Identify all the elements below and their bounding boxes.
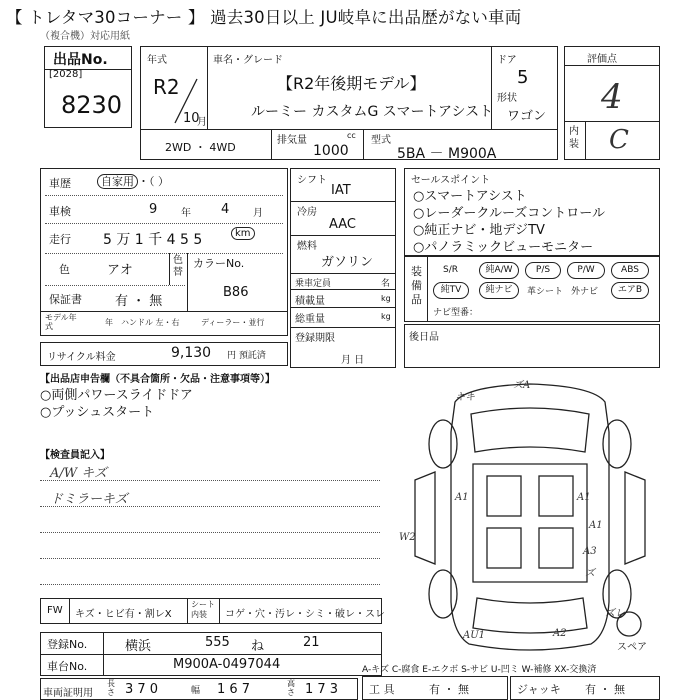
jack-box (510, 676, 660, 700)
mileage-unit: km (231, 227, 255, 240)
inspection-year-unit: 年 (181, 208, 191, 219)
recycle-label: リサイクル料金 (47, 352, 116, 363)
recycle-box (40, 342, 288, 366)
capacity-label: 乗車定員 (295, 279, 332, 289)
mark-rear-zure: ズレ (605, 608, 625, 619)
year-era: R2 (153, 75, 180, 99)
mark-rear-au1: AU1 (463, 630, 486, 641)
model-year-label: モデル年式 (45, 313, 77, 331)
mileage-label: 走行 (49, 233, 71, 246)
damage-legend: A-キズ C-腐食 E-エクボ S-サビ U-凹ミ W-補修 XX-交換済 (362, 665, 597, 675)
chassis-value: M900A-0497044 (173, 657, 281, 672)
color-value: アオ (107, 263, 133, 278)
interior-label: 内装 (569, 126, 579, 150)
cert-wid: 1 6 7 (217, 682, 251, 697)
sales-point-3: ○純正ナビ・地デジTV (413, 223, 545, 238)
drive-value: 2WD ・ 4WD (165, 141, 236, 154)
fw-text: キズ・ヒビ有・割レX (75, 609, 172, 620)
inspection-label: 車検 (49, 205, 71, 218)
equip-aw: 純A/W (479, 262, 519, 279)
equip-tv: 純TV (433, 282, 469, 299)
displacement-value: 1000 (313, 143, 349, 159)
aircon-value: AAC (329, 217, 356, 232)
history-rest: ・（ ） (138, 175, 169, 188)
recycle-value: 9,130 (171, 345, 212, 361)
registration-place: 横浜 (125, 639, 152, 654)
shift-label: シフト (297, 175, 327, 186)
equip-sr: S/R (443, 265, 458, 275)
seat-label: シート内装 (191, 600, 215, 619)
fuel-label: 燃料 (297, 241, 317, 252)
year-month-unit: 月 (197, 117, 207, 128)
mileage-value: 5 万 1 千 4 5 5 (103, 232, 203, 248)
inspector-note-2: ドミラーキズ (50, 492, 128, 507)
score-box (564, 46, 660, 160)
registration-number: 21 (303, 635, 320, 650)
mark-front: ズA (513, 380, 531, 391)
sales-point-1: ○スマートアシスト (413, 189, 527, 204)
colorno-label: カラーNo. (193, 257, 245, 270)
cert-label: 車両証明用 (43, 688, 93, 699)
shape-label: 形状 (497, 93, 517, 104)
registration-box (40, 632, 382, 676)
tools-label: 工 具 (369, 683, 395, 696)
chassis-label: 車台No. (47, 660, 88, 673)
year-label: 年式 (147, 55, 167, 66)
top-info-block (140, 46, 558, 160)
later-items-box (404, 324, 660, 368)
capacity-unit: 名 (381, 279, 391, 289)
lot-label: 出品No. (53, 52, 108, 68)
inspection-month: 4 (221, 202, 230, 217)
equip-ps: P/S (525, 262, 561, 279)
cert-hei: 1 7 3 (305, 682, 339, 697)
model-line1: 【R2年後期モデル】 (277, 74, 426, 93)
inspector-label: 【検査員記入】 (40, 450, 110, 461)
weight-label: 総重量 (295, 314, 325, 325)
declaration-item-1: ○両側パワースライドドア (40, 388, 193, 403)
fuel-value: ガソリン (321, 255, 374, 270)
spare-label: スペア (617, 642, 647, 653)
type-value: 5BA － M900A (397, 146, 497, 162)
declaration-label: 【出品店申告欄（不具合箇所・欠品・注意事項等）】 (40, 374, 275, 385)
load-label: 積載量 (295, 296, 325, 307)
equip-pw: P/W (567, 262, 605, 279)
sales-points-label: セールスポイント (411, 175, 491, 186)
history-value: 自家用 (97, 174, 138, 189)
cert-wid-label: 幅 (191, 686, 201, 696)
damage-code-strip (40, 598, 385, 624)
load-unit: kg (381, 294, 391, 303)
dealer-text: ディーラー・並行 (201, 318, 265, 327)
equip-abs: ABS (611, 262, 649, 279)
mark-right-zu: ズ (585, 568, 595, 579)
reg-deadline-label: 登録期限 (295, 333, 335, 344)
mark-left-a1: A1 (455, 492, 469, 503)
jack-label: ジャッキ (517, 683, 561, 696)
door-label: ドア (497, 55, 517, 66)
mark-left-w2: W2 (399, 532, 416, 543)
car-damage-diagram (395, 372, 665, 672)
shift-value: IAT (331, 183, 351, 198)
score-label: 評価点 (587, 54, 617, 65)
detail-block (40, 168, 288, 336)
mark-rear-a2: A2 (553, 628, 567, 639)
banner-title: 【 トレタマ30コーナー 】 過去30日以上 JU岐阜に出品歴がない車両 (6, 8, 522, 27)
equipment-label: 装備品 (411, 265, 422, 306)
year-month: 10 (183, 111, 200, 126)
door-value: 5 (517, 67, 529, 88)
sales-point-4: ○パノラミックビューモニター (413, 240, 594, 255)
tools-box (362, 676, 508, 700)
lot-tag: [2028] (49, 69, 83, 80)
interior-value: C (609, 125, 629, 155)
navi-model-label: ナビ型番： (433, 308, 479, 318)
warranty-value: 有 ・ 無 (115, 294, 163, 309)
warranty-label: 保証書 (49, 293, 82, 306)
mark-right-a1b: A1 (589, 520, 603, 531)
model-label: 車名・グレード (213, 55, 283, 66)
cert-len-label: 長さ (107, 679, 115, 697)
middle-block (290, 168, 396, 368)
equip-ext-navi: 外ナビ (571, 287, 599, 297)
sub-note: （複合機）対応用紙 (40, 31, 130, 42)
weight-unit: kg (381, 312, 391, 321)
tools-value: 有 ・ 無 (429, 683, 469, 696)
colorno-value: B86 (223, 285, 249, 300)
model-year-unit: 年 (105, 318, 113, 327)
declaration-item-2: ○プッシュスタート (40, 405, 155, 420)
model-line2: ルーミー カスタムG スマートアシスト (251, 104, 494, 120)
sales-point-2: ○レーダークルーズコントロール (413, 206, 606, 221)
score-value: 4 (601, 77, 623, 117)
equip-leather: 革シート (527, 287, 564, 297)
displacement-label: 排気量 (277, 135, 307, 146)
mark-right-a3: A3 (583, 546, 597, 557)
equip-navi: 純ナビ (479, 282, 519, 299)
seat-text: コゲ・穴・汚レ・シミ・破レ・スレ (225, 609, 385, 620)
certification-box (40, 678, 358, 700)
aircon-label: 冷房 (297, 207, 317, 218)
jack-value: 有 ・ 無 (585, 683, 625, 696)
lot-box (44, 46, 132, 128)
cert-len: 3 7 0 (125, 682, 159, 697)
registration-class: 555 (205, 635, 230, 650)
color-change-label: 色替 (173, 255, 183, 278)
later-label: 後日品 (409, 332, 439, 343)
mark-right-a1: A1 (577, 492, 591, 503)
shape-value: ワゴン (507, 109, 547, 124)
sales-points-box (404, 168, 660, 256)
recycle-unit: 円 預託済 (227, 351, 266, 361)
inspector-note-1: A/W キズ (50, 466, 108, 481)
displacement-unit: cc (347, 131, 356, 140)
fw-label: FW (47, 605, 63, 616)
equip-airbag: エアB (611, 282, 649, 299)
history-label: 車歴 (49, 177, 71, 190)
type-label: 型式 (371, 135, 391, 146)
color-label: 色 (59, 263, 70, 276)
inspection-year: 9 (149, 202, 158, 217)
mark-kiki: キキ (455, 392, 475, 403)
registration-kana: ね (251, 639, 265, 654)
cert-hei-label: 高さ (287, 679, 295, 697)
lot-number: 8230 (61, 91, 123, 119)
registration-label: 登録No. (47, 638, 88, 651)
history-value-wrap (97, 173, 169, 189)
handle-text: ハンドル 左・右 (121, 318, 180, 327)
inspection-month-unit: 月 (253, 208, 263, 219)
equipment-box (404, 256, 660, 322)
reg-deadline-unit: 月 日 (341, 355, 365, 366)
